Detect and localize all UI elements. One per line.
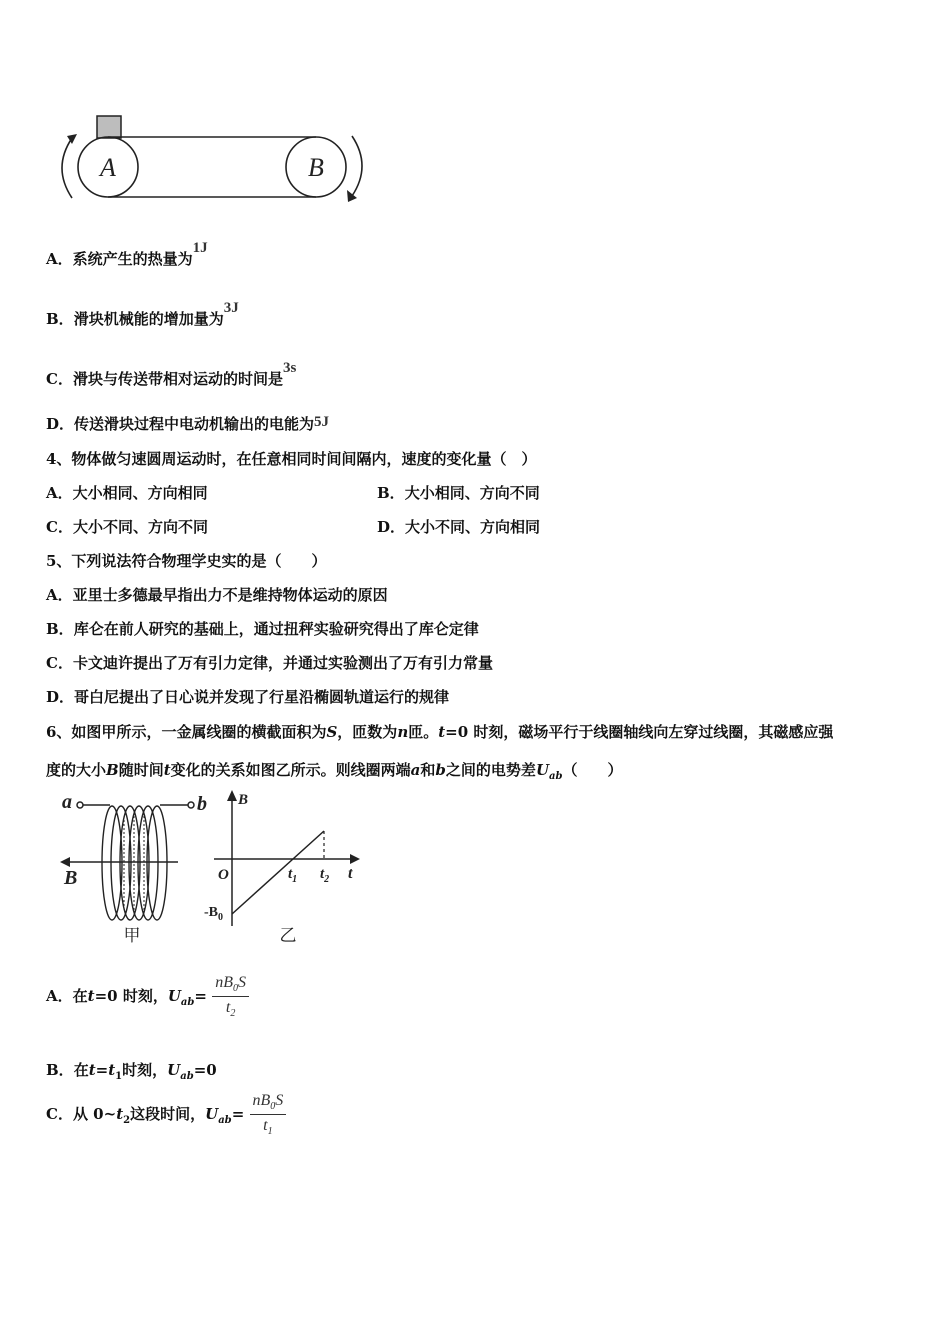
q3-option-a: A．系统产生的热量为1J <box>46 240 208 268</box>
t-axis-arrow-icon <box>350 854 360 864</box>
q6-option-c: C．从 $0\sim t_2$这段时间，$U_{ab}=$ $\frac{nB_0S}{t_1}$ <box>46 1092 286 1137</box>
terminal-b <box>188 802 194 808</box>
q5-option-b: B．库仑在前人研究的基础上，通过扭秤实验研究得出了库仑定律 <box>46 620 479 638</box>
q3-option-b: B．滑块机械能的增加量为3J <box>46 300 239 328</box>
terminal-a <box>77 802 83 808</box>
q6-stem-line1: 6、如图甲所示，一金属线圈的横截面积为S，匝数为n匝。t=0 时刻，磁场平行于线圈轴线向左穿过线圈，其磁感应强 <box>46 723 834 741</box>
field-arrow-icon <box>60 857 70 867</box>
t2-tick-label: $t_2$ <box>320 866 330 885</box>
neg-b0-label: $-B_0$ <box>204 905 223 923</box>
caption-jia: 甲 <box>123 926 141 945</box>
q5-option-d: D．哥白尼提出了日心说并发现了行星沿椭圆轨道运行的规律 <box>46 688 450 706</box>
q4-stem: 4、物体做匀速圆周运动时，在任意相同时间间隔内，速度的变化量（ ） <box>46 450 537 468</box>
b-axis-arrow-icon <box>227 790 237 801</box>
q6-option-a: A．在t=0 时刻，$U_{ab}=$ $\frac{nB_0S}{t_2}$ <box>46 974 249 1019</box>
q6-option-b: B．在$t=t_1$时刻，$U_{ab}=0$ <box>46 1061 217 1082</box>
b-axis-label: B <box>238 792 249 808</box>
q5-stem: 5、下列说法符合物理学史实的是（ ） <box>46 552 327 570</box>
field-b-label: B <box>64 867 78 889</box>
q4-option-b: B．大小相同、方向不同 <box>377 484 540 502</box>
rotation-arrow-left <box>62 138 72 198</box>
q4-option-d: D．大小不同、方向相同 <box>377 518 541 536</box>
q6-a-fraction: $\frac{nB_0S}{t_2}$ <box>212 974 249 1019</box>
q4-option-a: A．大小相同、方向相同 <box>46 484 208 502</box>
caption-yi: 乙 <box>279 926 297 945</box>
terminal-a-label: a <box>62 791 72 813</box>
q6-c-fraction: $\frac{nB_0S}{t_1}$ <box>250 1092 287 1137</box>
coil-figure <box>50 786 210 946</box>
t1-tick-label: $t_1$ <box>288 866 298 885</box>
q5-option-a: A．亚里士多德最早指出力不是维持物体运动的原因 <box>46 586 388 604</box>
coil-windings <box>102 806 167 920</box>
slider-block <box>97 116 121 138</box>
q3-option-c: C．滑块与传送带相对运动的时间是3s <box>46 360 297 388</box>
t-axis-label: t <box>348 865 353 882</box>
b-t-graph <box>200 786 370 946</box>
q5-option-c: C．卡文迪许提出了万有引力定律，并通过实验测出了万有引力常量 <box>46 654 493 672</box>
b-t-line <box>232 831 324 914</box>
q4-option-c: C．大小不同、方向不同 <box>46 518 208 536</box>
pulley-a-label: A <box>100 153 116 182</box>
conveyor-belt-figure <box>50 108 380 208</box>
pulley-b-label: B <box>308 153 324 182</box>
q6-stem-line2: 度的大小B随时间t变化的关系如图乙所示。则线圈两端a和b之间的电势差$U_{ab}$（ ） <box>46 761 623 782</box>
q3-option-d: D．传送滑块过程中电动机输出的电能为5J <box>46 414 330 433</box>
rotation-arrow-right <box>352 136 362 196</box>
origin-label: O <box>218 867 229 883</box>
terminal-b-label: b <box>197 793 207 815</box>
